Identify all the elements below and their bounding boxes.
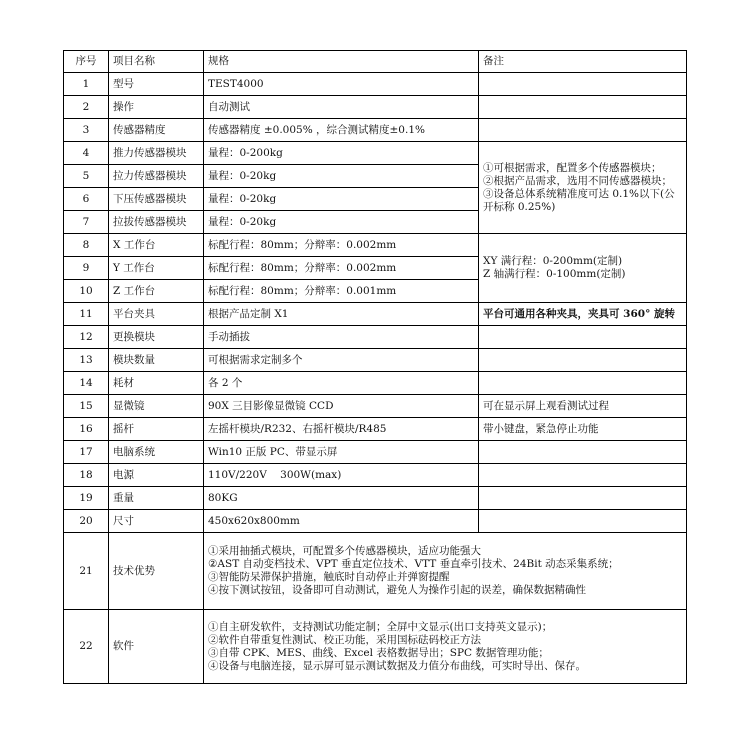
table-row <box>64 96 687 119</box>
item-spec: 量程：0-200kg <box>204 142 479 165</box>
table-row <box>64 441 687 464</box>
table-row <box>64 533 687 610</box>
sensor-note-line: ③设备总体系统精准度可达 0.1%以下(公 <box>483 187 675 200</box>
item-name: 电源 <box>109 464 204 487</box>
item-spec: 标配行程：80mm；分辩率：0.002mm <box>204 234 479 257</box>
item-spec: Win10 正版 PC、带显示屏 <box>204 441 479 464</box>
item-name: 电脑系统 <box>109 441 204 464</box>
row-number: 22 <box>64 610 109 684</box>
row-number: 6 <box>64 188 109 211</box>
item-note <box>479 464 687 487</box>
software-line: ③自带 CPK、MES、曲线、Excel 表格数据导出；SPC 数据管理功能； <box>208 646 549 659</box>
row-number: 1 <box>64 73 109 96</box>
item-note <box>479 349 687 372</box>
item-note <box>479 372 687 395</box>
row-number: 16 <box>64 418 109 441</box>
advantage-line: ③智能防呆滞保护措施，触底时自动停止并弹窗提醒 <box>208 571 450 583</box>
item-name: 操作 <box>109 96 204 119</box>
item-note <box>479 73 687 96</box>
item-spec: 各 2 个 <box>204 372 479 395</box>
stage-note <box>479 234 687 303</box>
table-row <box>64 395 687 418</box>
advantages-cell <box>204 533 687 610</box>
item-name: 传感器精度 <box>109 119 204 142</box>
table-row <box>64 418 687 441</box>
spec-table <box>63 50 687 684</box>
item-name: 摇杆 <box>109 418 204 441</box>
table-row <box>64 142 687 165</box>
software-line: ④设备与电脑连接，显示屏可显示测试数据及力值分布曲线，可实时导出、保存。 <box>208 659 586 672</box>
item-name: 拉拔传感器模块 <box>109 211 204 234</box>
item-name: 拉力传感器模块 <box>109 165 204 188</box>
item-spec: 标配行程：80mm；分辩率：0.001mm <box>204 280 479 303</box>
item-note: 平台可通用各种夹具，夹具可 360° 旋转 <box>479 303 687 326</box>
item-spec: 自动测试 <box>204 96 479 119</box>
row-number: 18 <box>64 464 109 487</box>
advantage-line: ②AST 自动变档技术、VPT 垂直定位技术、VTT 垂直牵引技术、24Bit 动态采集系统； <box>208 558 619 570</box>
table-row <box>64 73 687 96</box>
header-spec: 规格 <box>204 51 479 73</box>
item-name: 模块数量 <box>109 349 204 372</box>
software-line: ①自主研发软件，支持测试功能定制；全屏中文显示(出口支持英文显示)； <box>208 620 553 633</box>
item-note <box>479 510 687 533</box>
item-note <box>479 326 687 349</box>
table-row <box>64 510 687 533</box>
item-name: 软件 <box>109 610 204 684</box>
row-number: 17 <box>64 441 109 464</box>
item-name: 平台夹具 <box>109 303 204 326</box>
item-name: 更换模块 <box>109 326 204 349</box>
advantage-line: ①采用抽插式模块，可配置多个传感器模块，适应功能强大 <box>208 545 481 557</box>
item-spec: 110V/220V 300W(max) <box>204 464 479 487</box>
item-name: 耗材 <box>109 372 204 395</box>
table-row <box>64 372 687 395</box>
row-number: 15 <box>64 395 109 418</box>
table-row <box>64 487 687 510</box>
item-spec: 450x620x800mm <box>204 510 479 533</box>
item-spec: 80KG <box>204 487 479 510</box>
item-note: 可在显示屏上观看测试过程 <box>479 395 687 418</box>
item-name: 重量 <box>109 487 204 510</box>
stage-note-line: XY 满行程：0-200mm(定制) <box>483 255 623 267</box>
item-spec: 量程：0-20kg <box>204 188 479 211</box>
item-name: 推力传感器模块 <box>109 142 204 165</box>
row-number: 14 <box>64 372 109 395</box>
row-number: 21 <box>64 533 109 610</box>
software-cell <box>204 610 687 684</box>
table-row <box>64 610 687 684</box>
item-spec: 根据产品定制 X1 <box>204 303 479 326</box>
row-number: 9 <box>64 257 109 280</box>
item-spec: 手动插拔 <box>204 326 479 349</box>
header-row <box>64 51 687 73</box>
sensor-note-line: ②根据产品需求，选用不同传感器模块； <box>483 174 672 187</box>
item-note <box>479 119 687 142</box>
item-note <box>479 96 687 119</box>
item-note <box>479 487 687 510</box>
item-name: Y 工作台 <box>109 257 204 280</box>
item-spec: 可根据需求定制多个 <box>204 349 479 372</box>
row-number: 5 <box>64 165 109 188</box>
item-name: 技术优势 <box>109 533 204 610</box>
item-note: 带小键盘，紧急停止功能 <box>479 418 687 441</box>
advantage-line: ④按下测试按钮，设备即可自动测试，避免人为操作引起的误差，确保数据精确性 <box>208 584 586 596</box>
row-number: 8 <box>64 234 109 257</box>
row-number: 10 <box>64 280 109 303</box>
row-number: 12 <box>64 326 109 349</box>
row-number: 7 <box>64 211 109 234</box>
software-line: ②软件自带重复性测试、校正功能，采用国标砝码校正方法 <box>208 633 481 646</box>
item-name: Z 工作台 <box>109 280 204 303</box>
item-spec: 量程：0-20kg <box>204 211 479 234</box>
table-row <box>64 119 687 142</box>
table-row <box>64 234 687 257</box>
item-name: 型号 <box>109 73 204 96</box>
header-note: 备注 <box>479 51 687 73</box>
table-row <box>64 464 687 487</box>
item-name: X 工作台 <box>109 234 204 257</box>
sensor-note <box>479 142 687 234</box>
item-name: 尺寸 <box>109 510 204 533</box>
row-number: 11 <box>64 303 109 326</box>
row-number: 20 <box>64 510 109 533</box>
table-row <box>64 349 687 372</box>
item-spec: 量程：0-20kg <box>204 165 479 188</box>
sensor-note-line: 开标称 0.25%) <box>483 200 556 213</box>
table-row <box>64 326 687 349</box>
item-spec: 标配行程：80mm；分辩率：0.002mm <box>204 257 479 280</box>
table-row <box>64 303 687 326</box>
item-spec: TEST4000 <box>204 73 479 96</box>
row-number: 4 <box>64 142 109 165</box>
stage-note-line: Z 轴满行程：0-100mm(定制) <box>483 268 626 280</box>
item-name: 显微镜 <box>109 395 204 418</box>
row-number: 3 <box>64 119 109 142</box>
item-spec: 左摇杆模块/R232、右摇杆模块/R485 <box>204 418 479 441</box>
row-number: 19 <box>64 487 109 510</box>
item-note <box>479 441 687 464</box>
item-name: 下压传感器模块 <box>109 188 204 211</box>
header-no: 序号 <box>64 51 109 73</box>
item-spec: 传感器精度 ±0.005% ，综合测试精度±0.1% <box>204 119 479 142</box>
header-name: 项目名称 <box>109 51 204 73</box>
item-spec: 90X 三目影像显微镜 CCD <box>204 395 479 418</box>
sensor-note-line: ①可根据需求，配置多个传感器模块； <box>483 161 662 174</box>
row-number: 13 <box>64 349 109 372</box>
row-number: 2 <box>64 96 109 119</box>
